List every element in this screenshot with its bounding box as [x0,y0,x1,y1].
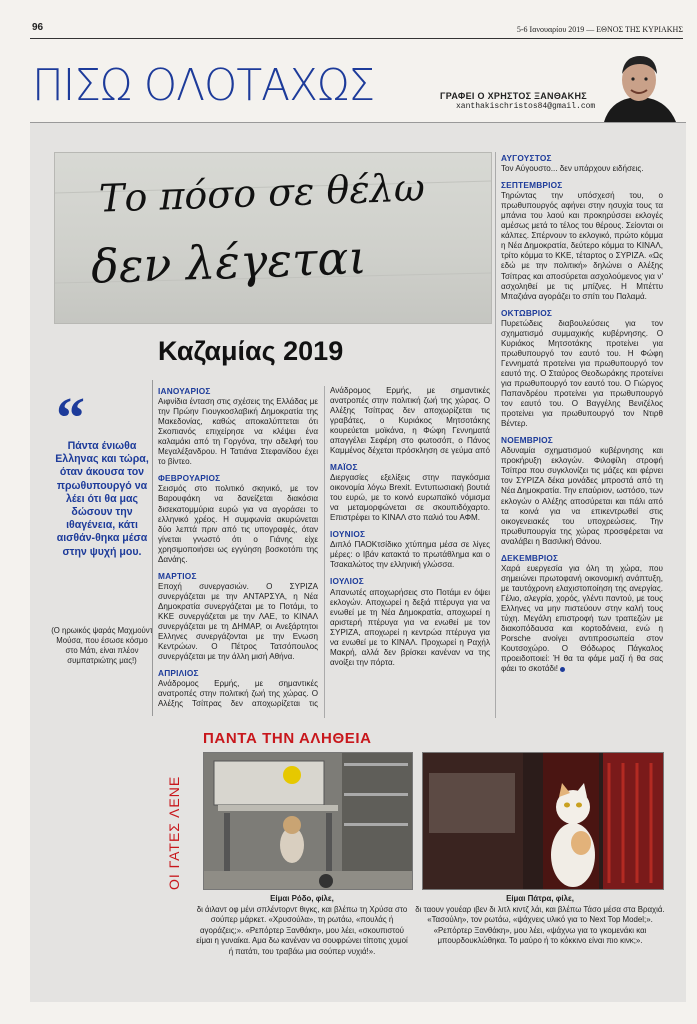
running-head: 5-6 Ιανουαρίου 2019 — ΕΘΝΟΣ ΤΗΣ ΚΥΡΙΑΚΗΣ [516,25,683,34]
headline: Καζαμίας 2019 [158,336,344,366]
author-portrait-icon [596,46,682,122]
month-text-may: Διεργασίες εξελίξεις στην παγκόσμια οικονομία λόγω Brexit. Εντυπωσιακή βουτιά του ευρώ, με το κοινό ευρωπαϊκό νόμισμα να μεταμορφώνεται σε σκουπιδόχαρτο. Επιστρέφει το ΚΙΝΑΛ στο παλιό του ΑΦΜ. [330,473,490,523]
column-divider-1 [324,386,325,718]
pull-quote-caption: (Ο ηρωικός ψαράς Μαχμούντ Μούσα, που έσωσε κόσμο στο Μάτι, είναι πλέον συμπατριώτης μας!) [51,626,153,665]
month-text-october: Πυρετώδεις διαβουλεύσεις για τον σχηματισμό συμμαχικής κυβέρνησης. Ο Κυριάκος Μητσοτάκης προτείνει για πρωθυπουργό τον εαυτό του. Η Φώφη Γεννηματά προτείνει για πρωθυπουργό τον εαυτό της. Ο Σταύρος Θεοδωράκης προτείνει για πρωθυπουργό τον εαυτό του. Ο Γιώργος Παπανδρέου προτείνει για πρωθυπουργό τον εαυτό του. Ο Βαγγέλης Βενιζέλος προτείνει για πρωθυπουργό τον Ντιρθ Βέντερ. [501,318,663,429]
top-rule [30,38,683,39]
cats-vertical-label: ΟΙ ΓΑΤΕΣ ΛΕΝΕ [166,775,182,890]
month-heading-april: ΑΠΡΙΛΙΟΣ [158,668,199,679]
month-text-january: Αιφνίδια ένταση στις σχέσεις της Ελλάδας με την Πρώην Γιουγκοσλαβική Δημοκρατία της Μακεδονίας, καθώς αποκαλύπτεται ότι Σκοπιανός επιχείρησε να κλέψει ένα καλαμάκι από τη Γοργόνα, την αδελφή του Μεγαλέξανδρου. Η Τατιάνα Στεφανίδου έχει το βίντεο. [158,397,318,467]
cat-caption-rhodes-text: δι άιλαντ οφ μένι σπλέντορντ θιγκς, και βλέπω τη Χρύσα στο σούπερ μάρκετ. «Χρυσούλα», τη ρωτάω, «πουλάς ή αγοράζεις;». «Ρεπόρτερ Ξανθάκη», μου λέει, «σκουπιστού είμαι η γυναίκα. Αμα δω κανέναν να σουφρώνει τίποτις χυμοί ή πατάτι, του τραβάω μια σούπερ νυχιά!». [196,904,408,956]
month-text-december: Χαρά ευεργεσία για όλη τη χώρα, που σημειώνει πρωτοφανή οικονομική ανάπτυξη, με ταυτόχρονη ελαχιστοποίηση της ανεργίας. Γέλιο, αλεγρία, χορός, γλέντι παντού, με τους Ελληνες να μην πιστεύουν στην καλή τους τύχη. Μεγάλη επιστροφή των τραπεζών με διακοπόδαυσα και κορτοδάνεια, ενώ η Porsche ανοίγει αντιπροσωπεία στον Κουτσοχώρο. Ο Θόδωρος Πάγκαλος προειδοποιεί: Ή θα τα φάμε μαζί ή θα σας φάει το σκοτάδι! [501,563,663,674]
month-text-april: Ανάδρομος Ερμής, με σημαντικές ανατροπές στην πολιτική ζωή της χώρας. Ο Αλέξης Τσίπρας δεν αποχωρίζεται τις [158,679,318,709]
month-heading-december: ΔΕΚΕΜΒΡΙΟΣ [501,552,559,563]
column-2 [330,386,490,670]
cat-caption-patras-lead: Είμαι Πάτρα, φίλε, [506,894,574,903]
month-heading-november: ΝΟΕΜΒΡΙΟΣ [501,435,553,446]
month-heading-august: ΑΥΓΟΥΣΤΟΣ [501,153,552,163]
month-text-june: Διπλό ΠΑΟΚτσίδικο χτύπημα μέσα σε λίγες μέρες: ο Ιβάν κατακτά το πρωτάθλημα και ο Τσακαλώτος την ελληνική γλώσσα. [330,540,490,570]
month-text-february: Σεισμός στο πολιτικό σκηνικό, με τον Βαρουφάκη να δανείζεται διακόσια δισεκατομμύρια ευρώ για να αγοράσει το ελληνικό χρέος. Η συμφωνία ακυρώνεται δύο λεπτά πριν από τις υπογραφές, όταν γίνεται γνωστό ότι ο Γιάνης είχε χρησιμοποιήσει ως εγγύηση βοσκοτόπι της Δανάης. [158,484,318,564]
cat-in-shop-icon [204,753,413,890]
cat-photo-patras [422,752,664,890]
cats-section-title: ΠΑΝΤΑ ΤΗΝ ΑΛΗΘΕΙΑ [203,730,372,747]
month-heading-january: ΙΑΝΟΥΑΡΙΟΣ [158,386,211,396]
page-number: 96 [32,22,44,33]
pull-quote: Πάντα ένιωθα Ελληνας και τώρα, όταν άκουσα τον πρωθυπουργό να λέει ότι θα μας δώσουν την ιθαγένεια, κάτι αισθάν-θηκα μέσα στην ψυχή μου. [55,440,149,558]
cat-photo-rhodes [203,752,413,890]
month-heading-october: ΟΚΤΩΒΡΙΟΣ [501,307,553,318]
cat-caption-patras-text: δι ταουν γουέαρ ιβεν δι λιτλ κιντζ λάι, και βλέπω Τάσο μέσα στα Βραχιά. «Τασούλη», τον ρωτάω, «ψάχνεις υλικό για το Next Top Model;». «Ρεπόρτερ Ξανθάκη», μου λέει, «ψάχνω για το γκομενάκι και μπουρδουκλώθηκα. Το μαύρο ή το κόκκινο είναι πιο κινκ;». [415,904,665,946]
graffiti-line-2: δεν λέγεται [90,230,368,294]
month-heading-july: ΙΟΥΛΙΟΣ [330,576,364,587]
month-heading-march: ΜΑΡΤΙΟΣ [158,570,197,581]
month-text-july: Απανωτές αποχωρήσεις στο Ποτάμι εν όψει εκλογών. Αποχωρεί η δεξιά πτέρυγα για να ενωθεί με τη Νέα Δημοκρατία, αποχωρεί η αριστερή πτέρυγα για να ενωθεί με τον ΣΥΡΙΖΑ, αποχωρεί η κεντρώα πτέρυγα για να ενωθεί με το ΚΙΝΑΛ. Προχωρεί η Ραχήλ Μακρή, αλλά δεν βρίσκει κανέναν να της ανοίξει την πόρτα. [330,587,490,667]
column-1 [158,386,318,711]
month-text-november: Αδυναμία σχηματισμού κυβέρνησης και προκήρυξη εκλογών. Φιλοφίλη στροφή Τσίπρα που συγκλονίζει τις μάζες και φέρνει τον ΣΥΡΙΖΑ δέκα μονάδες μπροστά από τη Νέα Δημοκρατία. Την επαύριον, ωστόσο, των εκλογών ο Αλέξης αποσύρεται και πάλι από τα κοινά για να επικεντρωθεί στις οικογενειακές του υποχρεώσεις. Την πρωθυπουργία της χώρας προσφέρεται να αναλάβει η Βασιλική Θάνου. [501,446,663,546]
author-email: xanthakischristos84@gmail.com [456,102,596,111]
graffiti-photo [54,152,492,324]
month-text-april-continued: Ανάδρομος Ερμής, με σημαντικές ανατροπές στην πολιτική ζωή της χώρας. Ο Αλέξης Τσίπρας δεν αποχωρίζεται τις γραβάτες, ο Κυριάκος Μητσοτάκης κουρεύεται μοϊκάνα, η Φώφη Γεννηματά απαγγέλει Σεφέρη στο φωτοσόπ, ο Πάνος Καμμένος δέχεται πρόσκληση σε γεύμα από [330,386,490,456]
month-heading-june: ΙΟΥΝΙΟΣ [330,529,366,540]
month-heading-february: ΦΕΒΡΟΥΑΡΙΟΣ [158,473,221,484]
end-mark-icon [560,667,565,672]
graffiti-line-1: Το πόσο σε θέλω [98,165,426,221]
cat-caption-patras [410,894,670,947]
month-text-september: Τηρώντας την υπόσχεσή του, ο πρωθυπουργός αφήνει στην ησυχία τους τα μπάνια του λαού και προκηρύσσει εκλογές αμέσως μετά το τέλος του θέρους. Σείονται οι κάλπες. Σπέρνουν το εκλογικό, πρώτο κόμμα η Νέα Δημοκρατία, δεύτερο κόμμα το ΚΙΝΑΛ, τρίτο κόμμα το ΚΚΕ, τέταρτος ο ΣΥΡΙΖΑ. «Ως εδώ με την πολιτική» δηλώνει ο Αλέξης Τσίπρας και αποσύρεται ασχολούμενος για ν' ασχοληθεί με τις μπίζνες. Η Μπέττυ Μπαζιάνα αγοράζει το σπίτι του Παλαμά. [501,191,663,301]
author-photo [596,46,682,122]
section-title: ΠΙΣΩ ΟΛΟΤΑΧΩΣ [32,60,375,111]
quote-icon: “ [56,385,85,450]
quote-divider [152,380,153,716]
cat-caption-rhodes-lead: Είμαι Ρόδο, φίλε, [270,894,334,903]
month-text-august: Τον Αύγουστο... δεν υπάρχουν ειδήσεις. [501,164,644,174]
cat-caption-rhodes [196,894,408,958]
cat-in-window-icon [423,753,664,890]
month-heading-september: ΣΕΠΤΕΜΒΡΙΟΣ [501,180,563,191]
column-3 [501,153,663,676]
byline: ΓΡΑΦΕΙ Ο ΧΡΗΣΤΟΣ ΞΑΝΘΑΚΗΣ [440,91,587,101]
column-divider-2 [495,152,496,718]
month-text-march: Εποχή συνεργασιών. Ο ΣΥΡΙΖΑ συνεργάζεται με την ΑΝΤΑΡΣΥΑ, η Νέα Δημοκρατία συνεργάζεται με το Ποτάμι, το ΚΚΕ συνεργάζεται με την ΛΑΕ, το ΚΙΝΑΛ συνεργάζεται με τη ΔΗΜΑΡ, οι Ανεξάρτητοι Ελληνες συνεργάζονται με την Ενωση Κεντρώων. Ο Πέτρος Τατσόπουλος συνεργάζεται με την άλλη μισή Αθήνα. [158,581,318,662]
month-heading-may: ΜΑΪΟΣ [330,462,358,472]
